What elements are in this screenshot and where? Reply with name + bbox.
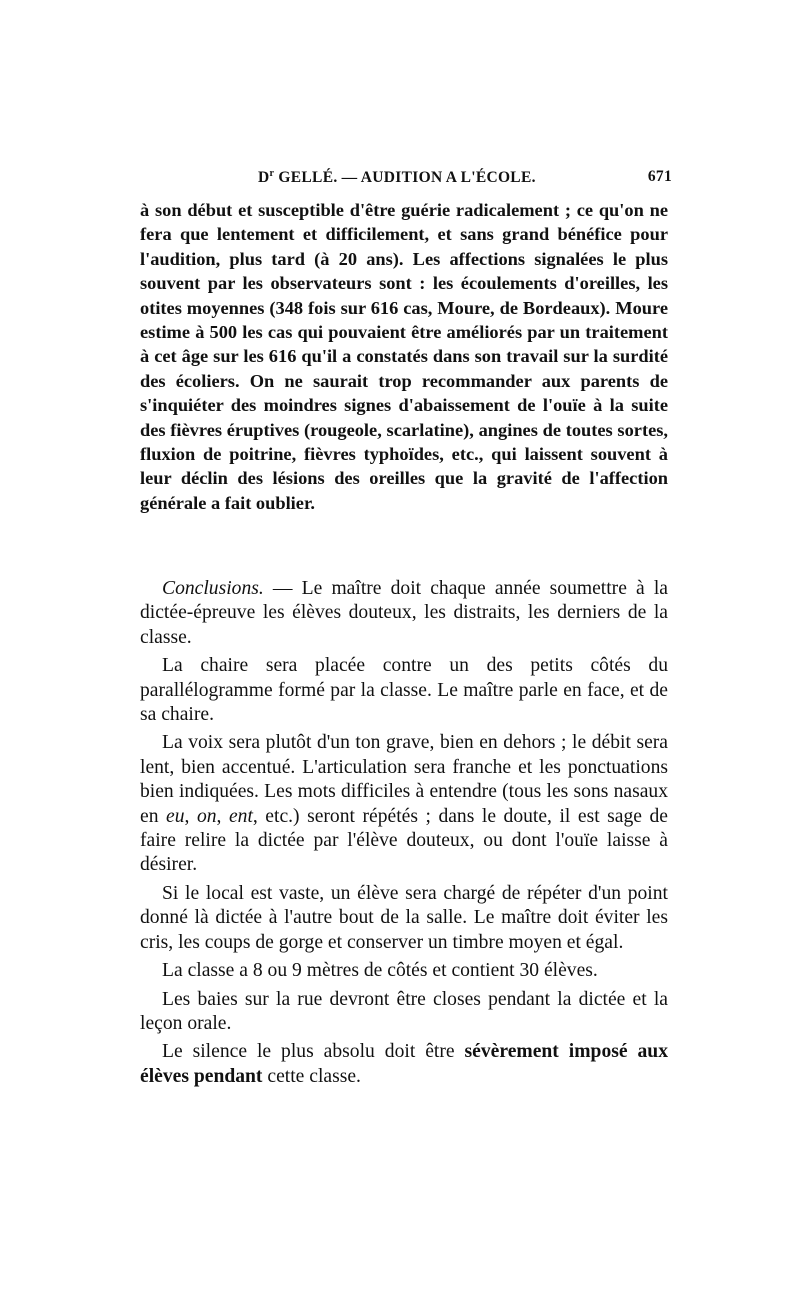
body-paragraph: Si le local est vaste, un élève sera chargé de répéter d'un point donné là dictée à l'autre bout de la salle. Le maître doit éviter les cris, les coups de gorge et conserver un timbre moyen et égal. <box>140 882 668 953</box>
separator: , <box>184 805 197 827</box>
body-text-bold: sévèrement imposé aux élèves pendant <box>140 1041 668 1087</box>
body-text: , etc.) seront répétés ; dans le doute, il est sage de faire relire la dictée par l'élève douteux, ou dont l'ouïe laisse à désirer. <box>140 805 668 876</box>
page-number: 671 <box>647 168 672 185</box>
body-paragraph <box>140 1040 668 1089</box>
body-block-conclusions <box>140 577 668 1089</box>
running-title-text: GELLÉ. — AUDITION A L'ÉCOLE. <box>274 169 536 187</box>
running-title <box>258 168 536 187</box>
author-prefix-superscript: r <box>269 168 275 179</box>
conclusions-paragraph <box>140 577 668 650</box>
separator: , <box>216 805 229 827</box>
body-block-top <box>140 198 668 515</box>
body-text: La voix sera plutôt d'un ton grave, bien en dehors ; le débit sera lent, bien accentué. L'articulation sera franche et les ponctuations bien indiquées. Les mots difficiles à entendre (tous les sons nasaux en <box>140 732 668 827</box>
nasal-example: eu <box>166 805 185 827</box>
nasal-example: on <box>196 805 217 827</box>
body-paragraph <box>140 731 668 877</box>
running-head <box>140 168 672 190</box>
body-text: Le silence le plus absolu doit être <box>162 1041 465 1063</box>
author-prefix: D <box>258 169 270 187</box>
nasal-example: ent <box>228 805 253 827</box>
conclusions-text: — Le maître doit chaque année soumettre à la dictée-épreuve les élèves douteux, les distraits, les derniers de la classe. <box>140 578 668 648</box>
body-paragraph-continuation: à son début et susceptible d'être guérie radicalement ; ce qu'on ne fera que lentement et difficilement, et sans grand bénéfice pour l'audition, plus tard (à 20 ans). Les affections signalées le plus souvent par les observateurs sont : les écoulements d'oreilles, les otites moyennes (348 fois sur 616 cas, Moure, de Bordeaux). Moure estime à 500 les cas qui pouvaient être améliorés par un traitement à cet âge sur les 616 qu'il a constatés dans son travail sur la surdité des écoliers. On ne saurait trop recommander aux parents de s'inquiéter des moindres signes d'abaissement de l'ouïe à la suite des fièvres éruptives (rougeole, scarlatine), angines de toutes sortes, fluxion de poitrine, fièvres typhoïdes, etc., qui laissent souvent à leur déclin des lésions des oreilles que la gravité de l'affection générale a fait oublier. <box>140 200 668 513</box>
body-paragraph: La chaire sera placée contre un des petits côtés du parallélogramme formé par la classe. Le maître parle en face, et de sa chaire. <box>140 655 668 726</box>
body-paragraph: La classe a 8 ou 9 mètres de côtés et contient 30 élèves. <box>162 960 598 982</box>
conclusions-heading: Conclusions. <box>162 578 264 599</box>
body-paragraph: Les baies sur la rue devront être closes pendant la dictée et la leçon orale. <box>140 988 668 1034</box>
body-text: cette classe. <box>262 1065 361 1087</box>
